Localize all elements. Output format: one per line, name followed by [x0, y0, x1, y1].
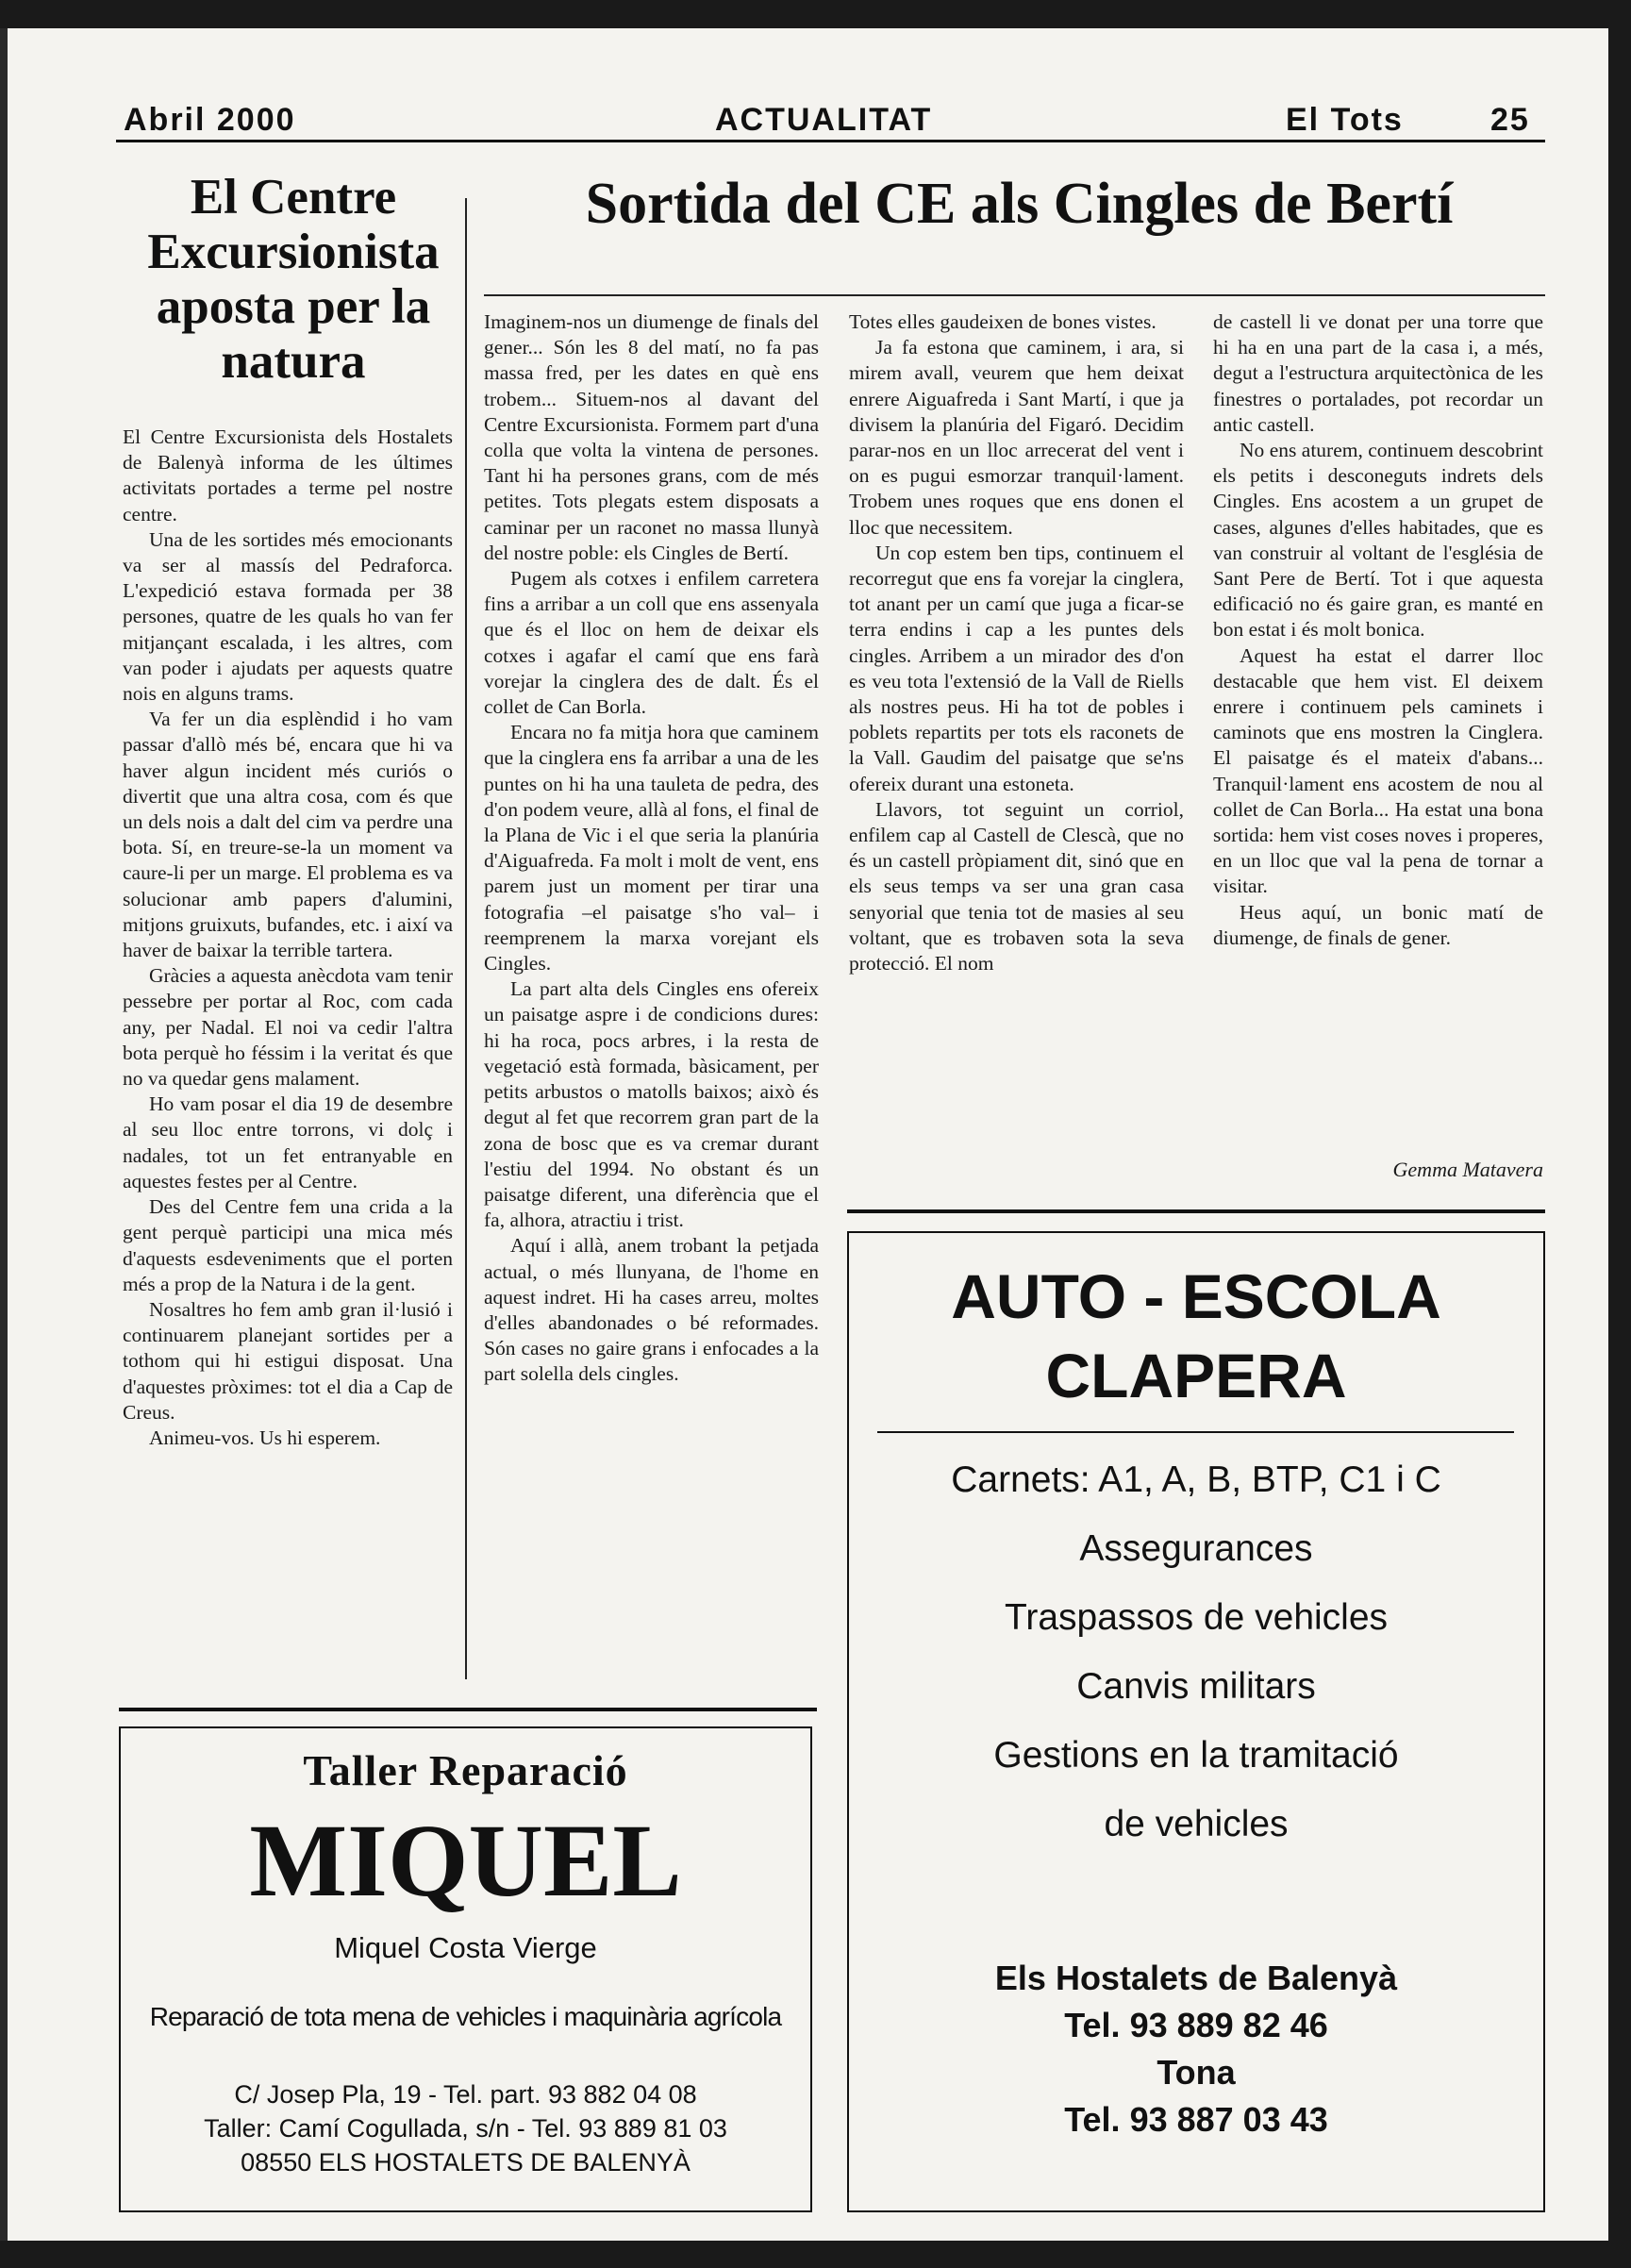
paragraph: Una de les sortides més emocionants va ser al massís del Pedraforca. L'expedició estava formada per 38 persones, quatre de les quals ho van fer mitjançant escalada, i les altres, com van poder i ajudats per aquests quatre nois en alguns trams.: [123, 527, 453, 706]
paragraph: Encara no fa mitja hora que caminem que la cinglera ens fa arribar a una de les puntes on hi ha una tauleta de pedra, des d'on podem veure, allà al fons, el final de la Plana de Vic i el que seria la planúria d'Aiguafreda. Fa molt i molt de vent, ens parem just un moment per tirar una fotografia –el paisatge s'ho val– i reemprenem la marxa vorejant els Cingles.: [484, 721, 819, 976]
ad-services: [849, 1445, 1543, 1859]
paragraph: de castell li ve donat per una torre que hi ha en una part de la casa i, a més, degut a l'estructura arquitectònica de les finestres o portalades, pot recordar un antic castell.: [1213, 310, 1543, 436]
name-line: CLAPERA: [1045, 1341, 1347, 1410]
paragraph: Aquí i allà, anem trobant la petjada actual, o més llunyana, de l'home en aquest indret. Hi ha cases arreu, moltes d'elles abandonades o bé reformades. Són cases no gaire grans i enfocades a la part solella dels cingles.: [484, 1234, 819, 1386]
title-rule: [484, 294, 1545, 296]
contact-line: Tel. 93 887 03 43: [1064, 2100, 1328, 2139]
left-article-body: [123, 425, 453, 1451]
main-article-column-2: [849, 309, 1184, 976]
page-header: [116, 102, 1545, 142]
service-line: Canvis militars: [1076, 1666, 1316, 1707]
header-date: Abril 2000: [124, 102, 296, 138]
article-author: Gemma Matavera: [1392, 1158, 1543, 1181]
name-line: AUTO - ESCOLA: [951, 1261, 1441, 1331]
header-section: ACTUALITAT: [715, 102, 933, 138]
paragraph: No ens aturem, continuem descobrint els petits i desconeguts indrets dels Cingles. Ens acostem a un grupet de cases, algunes d'elles habitades, que es van construir al voltant de l'església de Sant Pere de Bertí. Tot i que aquesta edificació no és gaire gran, es manté en bon estat i és molt bonica.: [1213, 439, 1543, 642]
ad-title: Taller Reparació: [303, 1746, 628, 1794]
paragraph: Heus aquí, un bonic matí de diumenge, de finals de gener.: [1213, 900, 1543, 949]
paragraph: El Centre Excursionista dels Hostalets de Balenyà informa de les últimes activitats portades a terme pel nostre centre.: [123, 425, 453, 525]
paragraph: Animeu-vos. Us hi esperem.: [149, 1426, 381, 1449]
contact-line: Tel. 93 889 82 46: [1064, 2006, 1328, 2044]
section-rule: [119, 1708, 817, 1711]
ad-business-name: MIQUEL: [249, 1803, 682, 1918]
main-article-column-1: [484, 309, 819, 1388]
contact-line: Els Hostalets de Balenyà: [994, 1959, 1398, 1997]
paragraph: Un cop estem ben tips, continuem el recorregut que ens fa vorejar la cinglera, tot anant per un camí que juga a ficar-se terra endins i cap a les puntes dels cingles. Arribem a un mirador des d'on es veu tota l'extensió de la Vall de Riells als nostres peus. Hi ha tot de pobles i poblets repartits per tots els raconets de la Vall. Gaudim del paisatge que se'ns ofereix durant una estoneta.: [849, 541, 1184, 795]
main-article-column-3: [1213, 309, 1543, 951]
paragraph: Pugem als cotxes i enfilem carretera fins a arribar a un coll que ens assenyala que és el lloc on hem de deixar els cotxes i agafar el camí que ens farà vorejar la cinglera des de dalt. És el collet de Can Borla.: [484, 567, 819, 719]
paragraph: Llavors, tot seguint un corriol, enfilem cap al Castell de Clescà, que no és un castell pròpiament dit, sinó que en els seus temps va ser una gran casa senyorial que tenia tot de masies al seu voltant, que es trobaven sota la seva protecció. El nom: [849, 797, 1184, 976]
taller-advertisement: [119, 1726, 812, 2212]
paragraph: Ja fa estona que caminem, i ara, si mirem avall, veurem que hem deixat enrere Aiguafreda i Sant Martí, i que ja divisem la planúria del Figaró. Decidim parar-nos en un lloc arrecerat del vent i on es pugui esmorzar tranquil·lament. Trobem unes roques que ens donen el lloc que necessitem.: [849, 336, 1184, 539]
ad-address: [121, 2077, 810, 2179]
ad-business-name: [849, 1257, 1543, 1415]
contact-line: Tona: [1157, 2053, 1236, 2092]
main-article-title: Sortida del CE als Cingles de Bertí: [585, 172, 1454, 236]
service-line: Gestions en la tramitació: [993, 1735, 1399, 1776]
header-page-number: 25: [1490, 102, 1530, 138]
paragraph: Gràcies a aquesta anècdota vam tenir pessebre per portar al Roc, com cada any, per Nadal. El noi va cedir l'altra bota perquè ho féssim i la veritat és que no va quedar gens malament.: [123, 964, 453, 1091]
service-line: Traspassos de vehicles: [1004, 1597, 1389, 1638]
paragraph: Imaginem-nos un diumenge de finals del gener... Són les 8 del matí, no fa pas massa fred, per les dates en què ens trobem... Situem-nos al davant del Centre Excursionista. Formem part d'una colla que volta la vintena de persones. Tant hi ha persones grans, com de més petites. Tots plegats estem disposats a caminar per un raconet no massa llunyà del nostre poble: els Cingles de Bertí.: [484, 310, 819, 564]
ad-divider: [877, 1431, 1514, 1433]
header-publication: El Tots: [1286, 102, 1404, 138]
paragraph: Ho vam posar el dia 19 de desembre al seu lloc entre torrons, vi dolç i nadales, tot un fet entranyable en aquestes festes per al Centre.: [123, 1092, 453, 1192]
left-article-title: El Centre Excursionista aposta per la natura: [147, 170, 440, 389]
service-line: de vehicles: [1104, 1804, 1289, 1844]
paragraph: Des del Centre fem una crida a la gent perquè participi una mica més d'aquests esdeveniments que el porten més a prop de la Natura i de la gent.: [123, 1195, 453, 1295]
paragraph: Va fer un dia esplèndid i ho vam passar d'allò més bé, encara que hi va haver algun incident més curiós o divertit que una altra cosa, com és que un dels nois a dalt del cim va perdre una bota. Sí, en treure-se-la un moment va caure-li per un marge. El problema es va solucionar amb papers d'alumini, mitjons gruixuts, bufandes, etc. i així va haver de baixar la terrible tartera.: [123, 708, 453, 962]
paragraph: Aquest ha estat el darrer lloc destacable que hem vist. El deixem enrere i continuem pels caminets i caminots que ens mostren la Cinglera. El paisatge és el mateix d'abans... Tranquil·lament ens acostem de nou al collet de Can Borla... Ha estat una bona sortida: hem vist coses noves i properes, en un lloc que val la pena de tornar a visitar.: [1213, 643, 1543, 898]
paragraph: Nosaltres ho fem amb gran il·lusió i continuarem planejant sortides per a tothom qui hi estigui disposat. Una d'aquestes pròximes: tot el dia a Cap de Creus.: [123, 1297, 453, 1424]
address-line: 08550 ELS HOSTALETS DE BALENYÀ: [241, 2148, 691, 2176]
ad-owner: Miquel Costa Vierge: [334, 1931, 597, 1964]
service-line: Carnets: A1, A, B, BTP, C1 i C: [951, 1459, 1441, 1500]
autoescola-advertisement: [847, 1231, 1545, 2212]
address-line: C/ Josep Pla, 19 - Tel. part. 93 882 04 08: [234, 2080, 697, 2109]
paragraph: Totes elles gaudeixen de bones vistes.: [849, 310, 1157, 333]
column-divider: [465, 198, 467, 1679]
ad-description: Reparació de tota mena de vehicles i maquinària agrícola: [149, 2002, 782, 2031]
magazine-page: [0, 28, 1608, 2241]
ad-contacts: [849, 1955, 1543, 2143]
address-line: Taller: Camí Cogullada, s/n - Tel. 93 889 81 03: [204, 2114, 727, 2143]
section-rule: [847, 1209, 1545, 1213]
service-line: Assegurances: [1079, 1528, 1313, 1569]
paragraph: La part alta dels Cingles ens ofereix un paisatge aspre i de condicions dures: hi ha roca, pocs arbres, i la resta de vegetació està formada, bàsicament, per petits arbustos o matolls baixos; això és degut al fet que recorrem gran part de la zona de bosc que es va cremar durant l'estiu del 1994. No obstant és un paisatge diferent, una diferència que el fa, alhora, atractiu i trist.: [484, 977, 819, 1232]
